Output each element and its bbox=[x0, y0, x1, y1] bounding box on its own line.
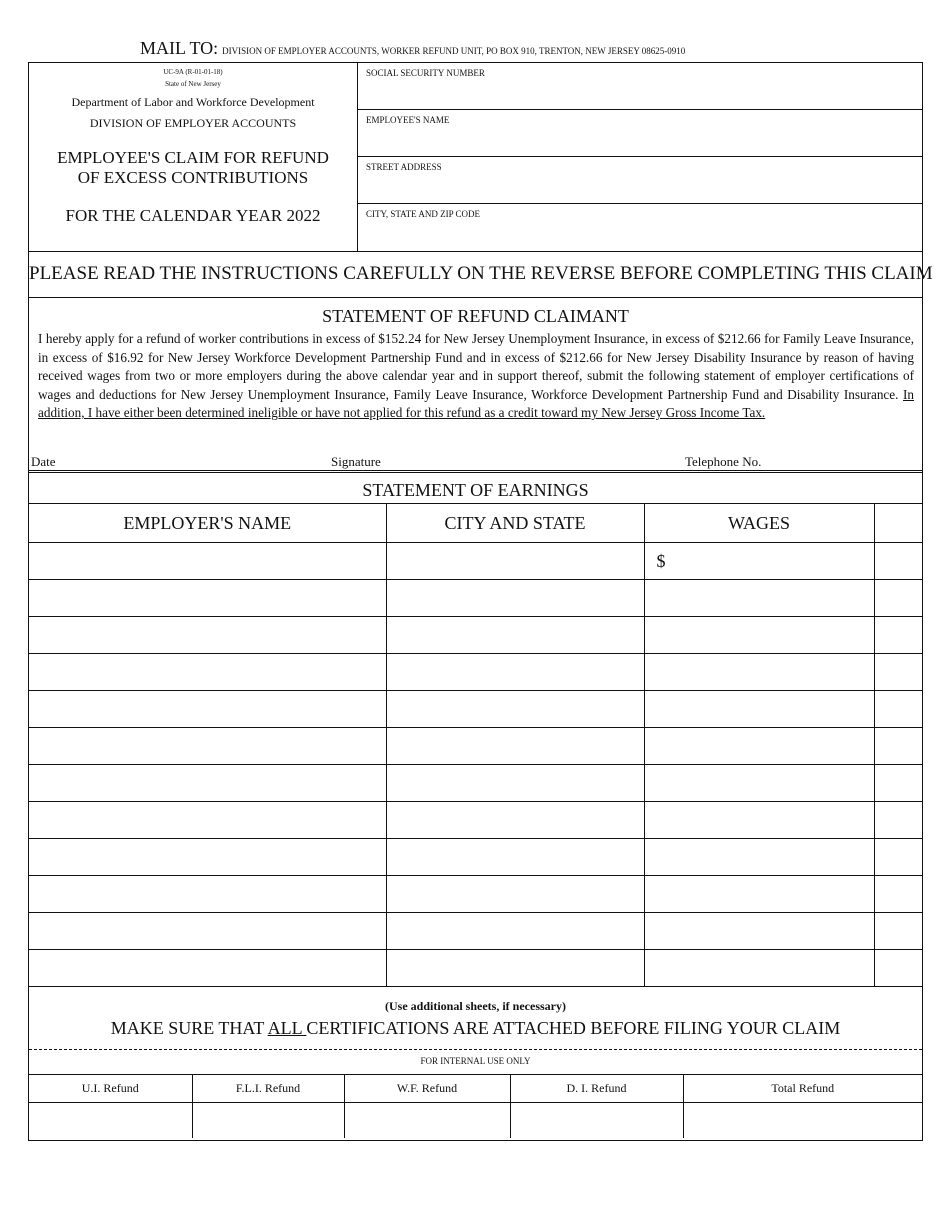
signature-label[interactable]: Signature bbox=[331, 454, 381, 469]
table-row bbox=[29, 728, 922, 765]
employee-info-fields bbox=[357, 63, 922, 251]
employer-name-cell[interactable] bbox=[29, 839, 386, 876]
mail-to-label: MAIL TO: bbox=[140, 38, 219, 58]
city-state-cell[interactable] bbox=[386, 543, 644, 580]
extra-cell[interactable] bbox=[874, 691, 922, 728]
city-state-cell[interactable] bbox=[386, 691, 644, 728]
form-header bbox=[28, 62, 923, 252]
employer-name-cell[interactable] bbox=[29, 580, 386, 617]
employer-name-cell[interactable] bbox=[29, 913, 386, 950]
column-city-state: CITY AND STATE bbox=[386, 504, 644, 543]
employer-name-cell[interactable] bbox=[29, 617, 386, 654]
division-name: DIVISION OF EMPLOYER ACCOUNTS bbox=[89, 116, 297, 130]
total-refund-value[interactable] bbox=[683, 1103, 922, 1139]
reminder-post: CERTIFICATIONS ARE ATTACHED BEFORE FILING YOUR CLAIM bbox=[306, 1018, 841, 1038]
table-row bbox=[29, 876, 922, 913]
city-state-cell[interactable] bbox=[386, 913, 644, 950]
employer-name-cell[interactable] bbox=[29, 543, 386, 580]
employer-name-cell[interactable] bbox=[29, 950, 386, 987]
form-title bbox=[29, 148, 357, 188]
ssn-field[interactable]: SOCIAL SECURITY NUMBER bbox=[357, 63, 922, 110]
additional-sheets-note: (Use additional sheets, if necessary) bbox=[385, 999, 566, 1013]
employer-name-cell[interactable] bbox=[29, 765, 386, 802]
city-state-zip-field[interactable]: CITY, STATE AND ZIP CODE bbox=[366, 209, 481, 219]
ui-refund-label: U.I. Refund bbox=[29, 1075, 192, 1103]
wages-cell[interactable] bbox=[644, 876, 874, 913]
employee-name-field[interactable]: EMPLOYEE'S NAME bbox=[357, 110, 922, 157]
fli-refund-label: F.L.I. Refund bbox=[192, 1075, 344, 1103]
wages-cell[interactable] bbox=[644, 617, 874, 654]
table-row bbox=[29, 950, 922, 987]
extra-cell[interactable] bbox=[874, 580, 922, 617]
mail-to-address: DIVISION OF EMPLOYER ACCOUNTS, WORKER REFUND UNIT, PO BOX 910, TRENTON, NEW JERSEY 08625-0910 bbox=[222, 46, 686, 56]
total-refund-label: Total Refund bbox=[683, 1075, 922, 1103]
table-row bbox=[29, 839, 922, 876]
fli-refund-value[interactable] bbox=[192, 1103, 344, 1139]
city-state-cell[interactable] bbox=[386, 950, 644, 987]
wages-cell[interactable] bbox=[644, 839, 874, 876]
city-state-cell[interactable] bbox=[386, 839, 644, 876]
extra-cell[interactable] bbox=[874, 617, 922, 654]
table-row bbox=[29, 580, 922, 617]
column-wages: WAGES bbox=[644, 504, 874, 543]
employer-name-cell[interactable] bbox=[29, 728, 386, 765]
table-row bbox=[29, 913, 922, 950]
employer-name-cell[interactable] bbox=[29, 654, 386, 691]
wf-refund-value[interactable] bbox=[344, 1103, 510, 1139]
employer-name-cell[interactable] bbox=[29, 691, 386, 728]
wages-cell[interactable] bbox=[644, 802, 874, 839]
reminder-all: ALL bbox=[267, 1018, 307, 1038]
header-title-block bbox=[29, 63, 358, 251]
wages-cell[interactable] bbox=[644, 580, 874, 617]
table-row bbox=[29, 617, 922, 654]
employer-name-cell[interactable] bbox=[29, 876, 386, 913]
statement-body bbox=[29, 330, 922, 423]
wf-refund-label: W.F. Refund bbox=[344, 1075, 510, 1103]
date-label[interactable]: Date bbox=[31, 454, 56, 469]
wages-cell[interactable] bbox=[644, 654, 874, 691]
table-row bbox=[29, 765, 922, 802]
city-state-cell[interactable] bbox=[386, 580, 644, 617]
extra-cell[interactable] bbox=[874, 839, 922, 876]
employer-name-cell[interactable] bbox=[29, 802, 386, 839]
earnings-table bbox=[29, 504, 922, 986]
currency-symbol: $ bbox=[656, 550, 666, 571]
mail-to-line bbox=[140, 38, 685, 59]
extra-cell[interactable] bbox=[874, 950, 922, 987]
form-number: UC-9A (R-01-01-18) bbox=[163, 68, 223, 76]
wages-cell[interactable] bbox=[644, 728, 874, 765]
instructions-banner: PLEASE READ THE INSTRUCTIONS CAREFULLY ON THE REVERSE BEFORE COMPLETING THIS CLAIM bbox=[28, 251, 923, 298]
city-state-cell[interactable] bbox=[386, 654, 644, 691]
telephone-label[interactable]: Telephone No. bbox=[685, 454, 762, 469]
street-address-field[interactable]: STREET ADDRESS bbox=[357, 157, 922, 204]
wages-cell[interactable] bbox=[644, 691, 874, 728]
city-state-cell[interactable] bbox=[386, 728, 644, 765]
form-title-line1: EMPLOYEE'S CLAIM FOR REFUND bbox=[57, 148, 329, 167]
wages-cell[interactable] bbox=[644, 543, 874, 580]
wages-cell[interactable] bbox=[644, 913, 874, 950]
extra-cell[interactable] bbox=[874, 654, 922, 691]
city-state-cell[interactable] bbox=[386, 802, 644, 839]
city-state-cell[interactable] bbox=[386, 876, 644, 913]
statement-underlined-text: In addition, I have either been determined ineligible or have not applied for this refund as a credit toward my New Jersey Gross Income Tax. bbox=[38, 386, 914, 420]
signature-line bbox=[29, 454, 922, 473]
city-state-cell[interactable] bbox=[386, 617, 644, 654]
statement-title: STATEMENT OF REFUND CLAIMANT bbox=[322, 306, 629, 326]
table-row bbox=[29, 543, 922, 580]
footer-section bbox=[28, 984, 923, 1141]
table-row bbox=[29, 691, 922, 728]
table-row bbox=[29, 802, 922, 839]
state-name: State of New Jersey bbox=[165, 80, 221, 88]
earnings-section bbox=[28, 475, 923, 987]
extra-cell[interactable] bbox=[874, 802, 922, 839]
refund-table bbox=[29, 1075, 922, 1138]
wages-cell[interactable] bbox=[644, 950, 874, 987]
table-row bbox=[29, 654, 922, 691]
form-title-line2: OF EXCESS CONTRIBUTIONS bbox=[77, 168, 309, 187]
extra-cell[interactable] bbox=[874, 543, 922, 580]
ui-refund-value[interactable] bbox=[29, 1103, 192, 1139]
di-refund-value[interactable] bbox=[510, 1103, 683, 1139]
extra-cell[interactable] bbox=[874, 765, 922, 802]
column-employer-name: EMPLOYER'S NAME bbox=[29, 504, 386, 543]
statement-section bbox=[28, 297, 923, 475]
di-refund-label: D. I. Refund bbox=[510, 1075, 683, 1103]
column-extra bbox=[874, 504, 922, 543]
wages-cell[interactable] bbox=[644, 765, 874, 802]
department-name: Department of Labor and Workforce Development bbox=[71, 95, 315, 109]
extra-cell[interactable] bbox=[874, 728, 922, 765]
statement-text: I hereby apply for a refund of worker contributions in excess of $152.24 for New Jersey Unemployment Insurance, in excess of $212.66 for Family Leave Insurance, in excess of $16.92 for New Jersey Workforce Development Partnership Fund and in excess of $212.66 for New Jersey Disability Insurance by reason of having received wages from two or more employers during the above calendar year and in support thereof, submit the following statement of employer certifications of wages and deductions for New Jersey Unemployment Insurance, Family Leave Insurance, Workforce Development Partnership Fund and Disability Insurance. bbox=[38, 331, 914, 402]
extra-cell[interactable] bbox=[874, 913, 922, 950]
city-state-cell[interactable] bbox=[386, 765, 644, 802]
reminder-pre: MAKE SURE THAT bbox=[110, 1018, 268, 1038]
earnings-title: STATEMENT OF EARNINGS bbox=[29, 475, 922, 504]
extra-cell[interactable] bbox=[874, 876, 922, 913]
calendar-year: FOR THE CALENDAR YEAR 2022 bbox=[65, 206, 321, 225]
certification-reminder bbox=[29, 1018, 922, 1039]
internal-use-label: FOR INTERNAL USE ONLY bbox=[29, 1049, 922, 1075]
